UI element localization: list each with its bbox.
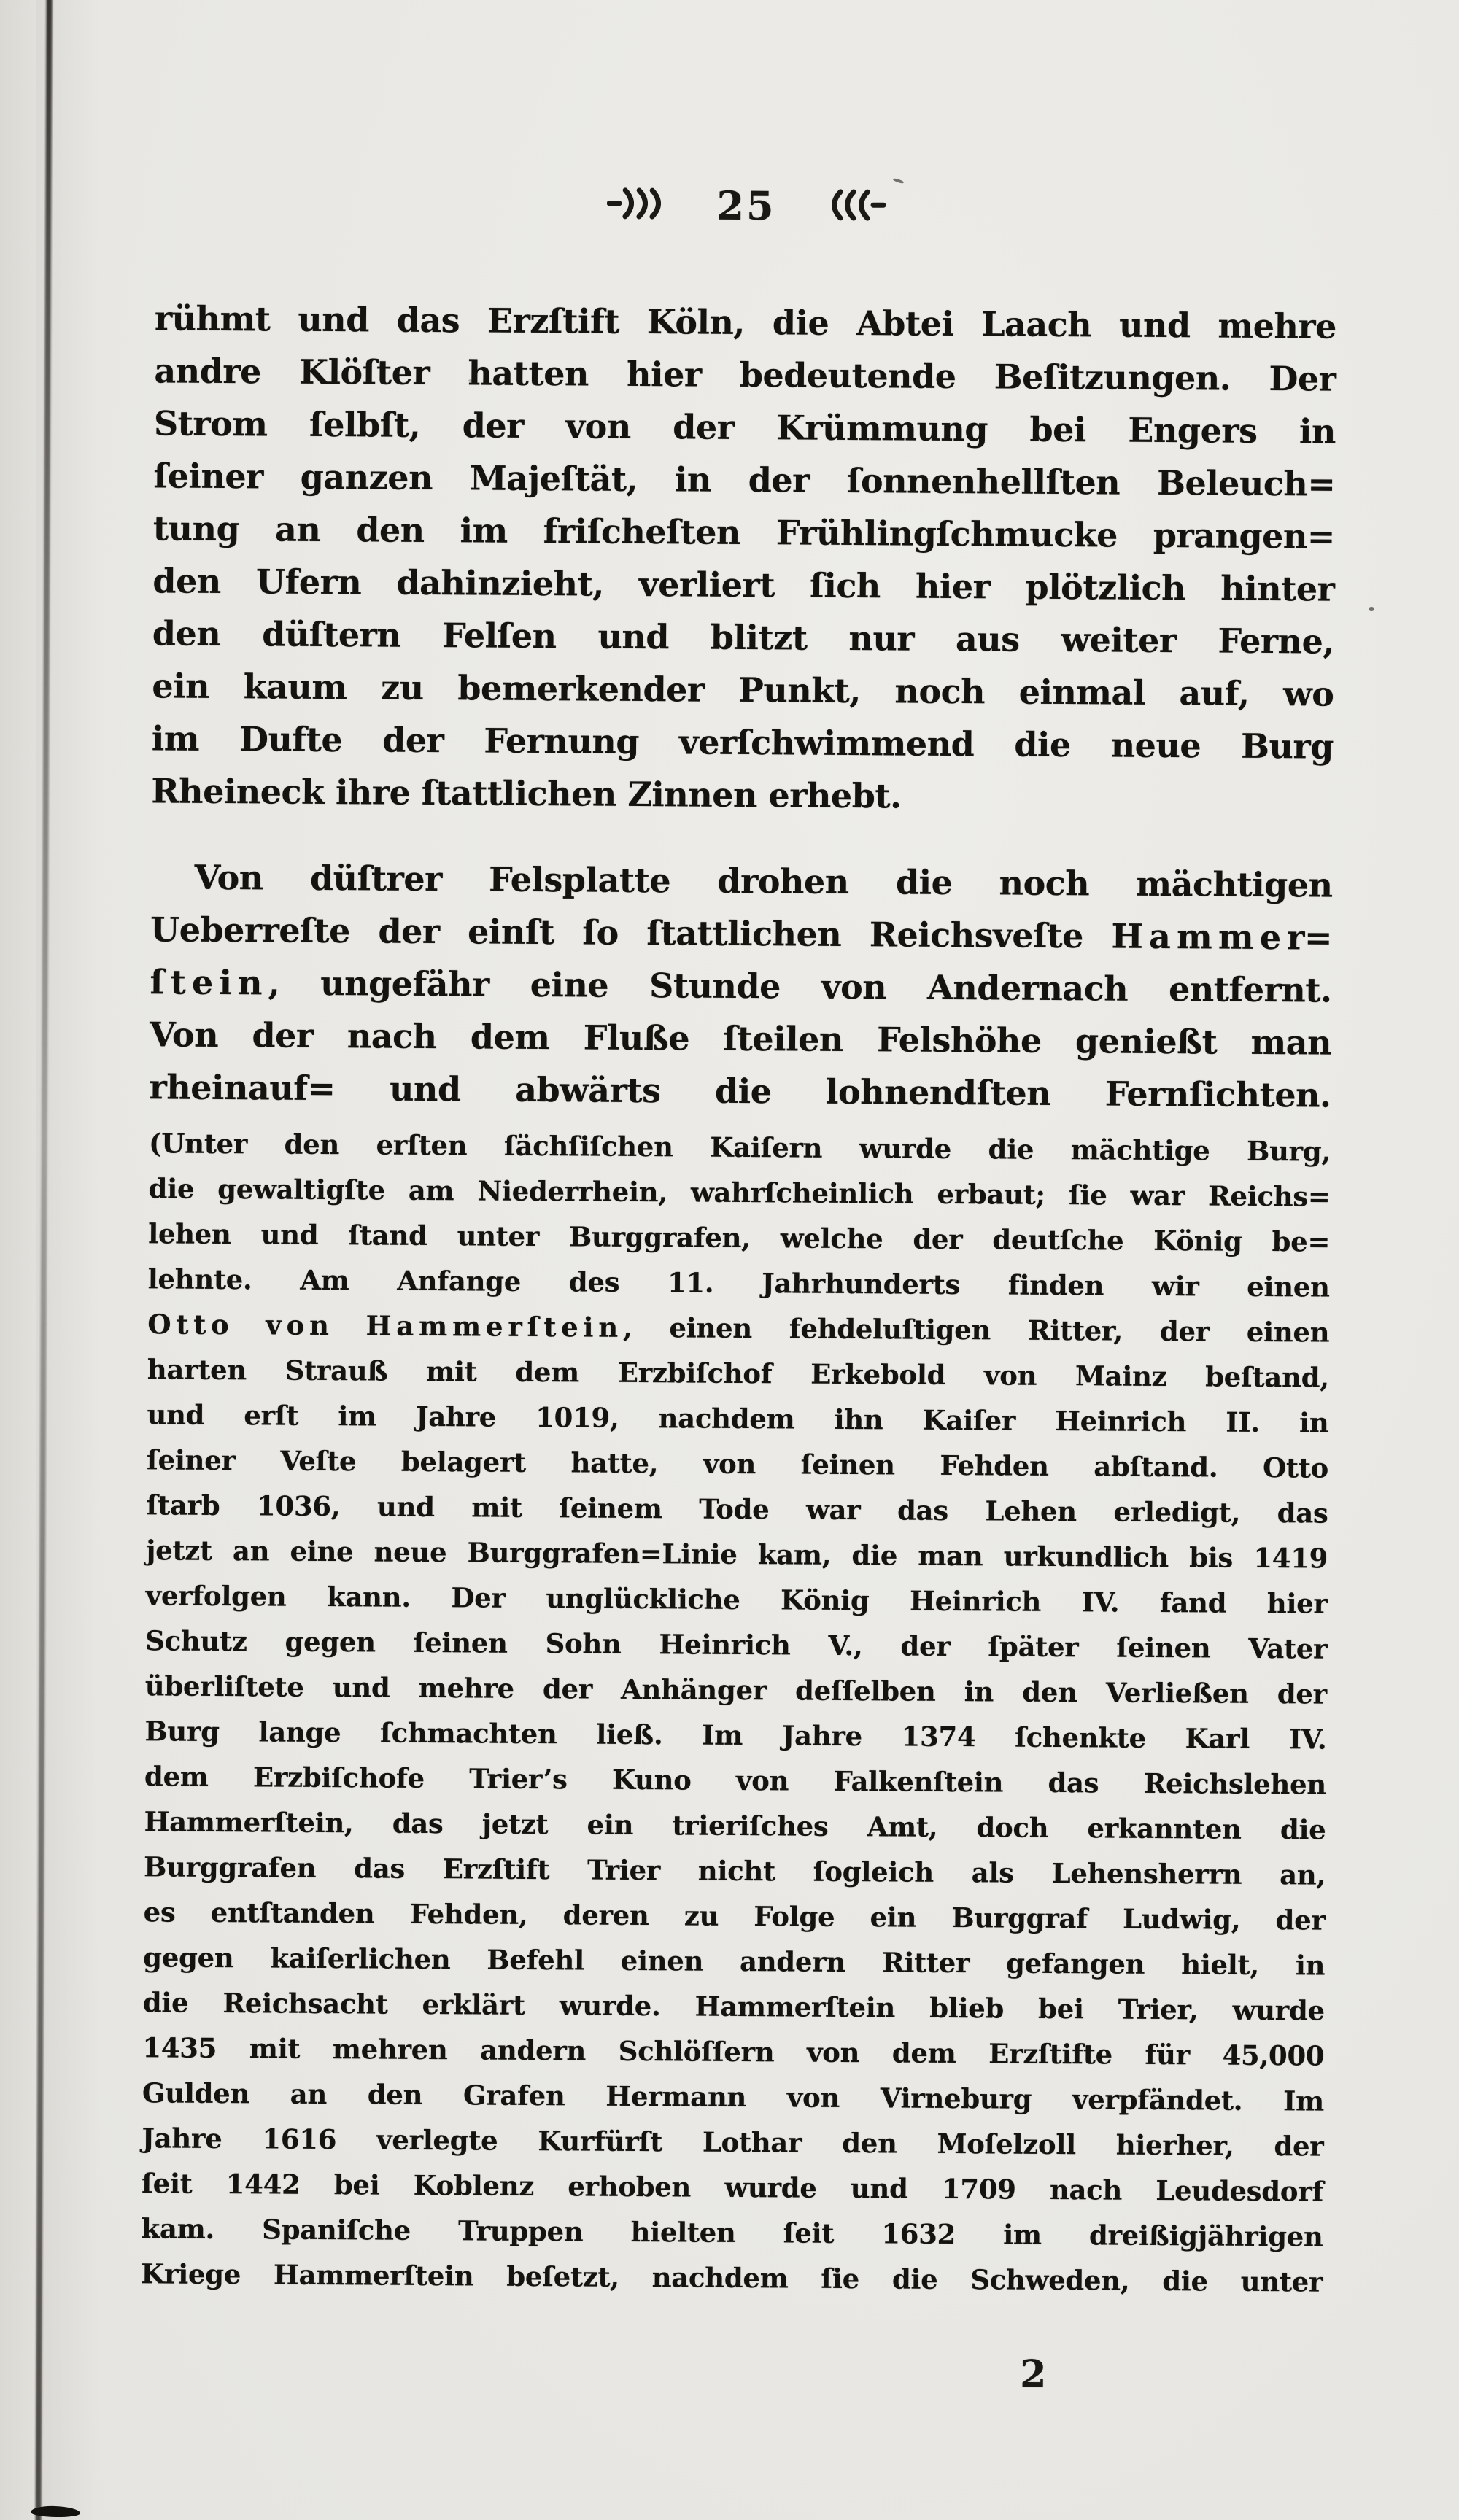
text-line: den düſtern Felſen und blitzt nur aus weiter Ferne, (152, 613, 1335, 662)
text-line: andre Klöſter hatten hier bedeutende Beſitzungen. Der (154, 351, 1336, 399)
text-line: jetzt an eine neue Burggrafen=Linie kam, die man urkundlich bis 1419 (145, 1534, 1328, 1575)
text-line: rheinauf= und abwärts die lohnendſten Fernſichten. (149, 1067, 1331, 1115)
text-line: Strom ſelbſt, der von der Krümmung bei Engers in (153, 403, 1336, 451)
page-content (139, 0, 1339, 2520)
text-line: Ueberreſte der einſt ſo ſtattlichen Reichsveſte H a m m e r= (150, 910, 1333, 958)
text-line: kam. Spaniſche Truppen hielten ſeit 1632 im dreißigjährigen (141, 2212, 1323, 2253)
text-line: Burggrafen das Erzſtift Trier nicht ſogleich als Lehensherrn an, (143, 1850, 1326, 1891)
text-line: und erſt im Jahre 1019, nachdem ihn Kaiſer Heinrich II. in (147, 1398, 1329, 1439)
text-line: (Unter den erſten ſächſiſchen Kaiſern wurde die mächtige Burg, (148, 1127, 1331, 1168)
text-line: es entſtanden Fehden, deren zu Folge ein Burggraf Ludwig, der (143, 1896, 1326, 1936)
text-line: Jahre 1616 verlegte Kurfürſt Lothar den Moſelzoll hierher, der (142, 2122, 1324, 2163)
text-line: Hammerſtein, das jetzt ein trieriſches Amt, doch erkannten die (144, 1805, 1326, 1846)
text-line: im Dufte der Fernung verſchwimmend die neue Burg (151, 718, 1334, 767)
text-line: Burg lange ſchmachten ließ. Im Jahre 1374 ſchenkte Karl IV. (144, 1715, 1327, 1756)
text-line: überliſtete und mehre der Anhänger deſſelben in den Verließen der (144, 1670, 1327, 1710)
text-line: lehnte. Am Anfange des 11. Jahrhunderts finden wir einen (147, 1263, 1330, 1303)
text-line: die gewaltigſte am Niederrhein, wahrſcheinlich erbaut; ſie war Reichs= (148, 1172, 1331, 1213)
text-line: die Reichsacht erklärt wurde. Hammerſtein blieb bei Trier, wurde (142, 1986, 1325, 2027)
text-line: ſeiner Veſte belagert hatte, von ſeinen Fehden abſtand. Otto (146, 1443, 1329, 1484)
text-line: ſ t e i n , ungefähr eine Stunde von Andernach entfernt. (150, 962, 1332, 1010)
text-line: 1435 mit mehren andern Schlöſſern von dem Erzſtifte für 45,000 (142, 2031, 1325, 2072)
text-line: verfolgen kann. Der unglückliche König Heinrich IV. fand hier (145, 1579, 1328, 1620)
text-line: Schutz gegen ſeinen Sohn Heinrich V., der ſpäter ſeinen Vater (145, 1624, 1328, 1665)
fleuron-left-icon (607, 187, 671, 224)
text-line: gegen kaiſerlichen Befehl einen andern Ritter gefangen hielt, in (143, 1941, 1326, 1982)
text-block (141, 292, 1336, 2304)
text-line: Rheineck ihre ſtattlichen Zinnen erhebt. (151, 771, 902, 816)
text-line: rühmt und das Erzſtift Köln, die Abtei Laach und mehre (154, 298, 1337, 346)
page-header (155, 0, 1339, 233)
text-line: Gulden an den Grafen Hermann von Virneburg verpfändet. Im (142, 2077, 1325, 2117)
text-line: harten Strauß mit dem Erzbiſchof Erkebold von Mainz beſtand, (147, 1353, 1329, 1394)
gutter-shadow (0, 0, 117, 2520)
text-line: ſeiner ganzen Majeſtät, in der ſonnenhellſten Beleuch= (153, 456, 1336, 504)
text-line: ſtarb 1036, und mit ſeinem Tode war das Lehen erledigt, das (146, 1489, 1328, 1530)
text-line: ein kaum zu bemerkender Punkt, noch einmal auf, wo (152, 666, 1334, 714)
text-line: Kriege Hammerſtein beſetzt, nachdem ſie die Schweden, die unter (141, 2257, 1323, 2298)
text-line: ſeit 1442 bei Koblenz erhoben wurde und 1709 nach Leudesdorf (141, 2167, 1324, 2208)
text-line: lehen und ſtand unter Burggrafen, welche der deutſche König be= (148, 1217, 1331, 1258)
paper-speck (1369, 607, 1374, 611)
text-line: den Ufern dahinzieht, verliert ſich hier plötzlich hinter (152, 561, 1335, 609)
text-line: dem Erzbiſchofe Trier’s Kuno von Falkenſtein das Reichslehen (144, 1760, 1327, 1801)
text-line: Von der nach dem Fluße ſteilen Felshöhe genießt man (149, 1015, 1332, 1063)
paragraph (141, 1120, 1331, 2304)
page-number: 25 (716, 182, 776, 230)
text-line: O t t o v o n H a m m e r ſ t e i n , einen fehdeluſtigen Ritter, der einen (147, 1308, 1330, 1349)
fleuron-right-icon (821, 188, 885, 225)
paragraph (149, 850, 1332, 1121)
text-line: tung an den im friſcheſten Frühlingſchmucke prangen= (152, 508, 1336, 557)
signature-mark: 2 (1020, 2352, 1047, 2397)
paragraph (151, 292, 1336, 825)
text-line: Von düſtrer Felsplatte drohen die noch mächtigen (194, 857, 1333, 905)
